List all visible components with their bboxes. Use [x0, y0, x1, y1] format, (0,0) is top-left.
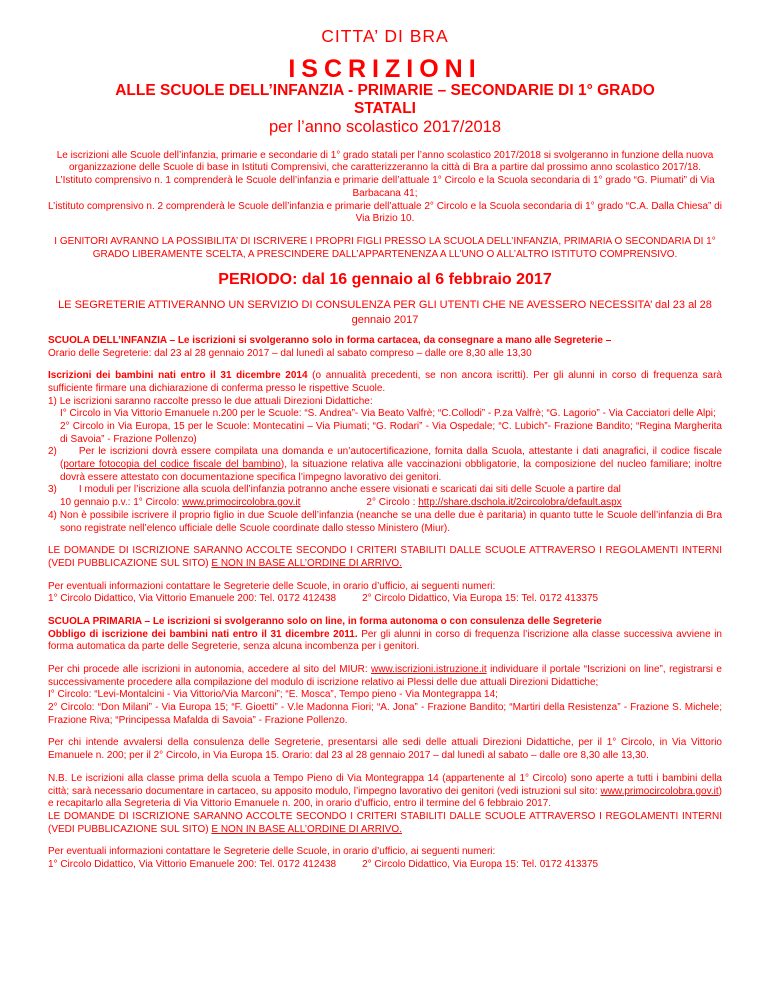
contacts-intro: Per eventuali informazioni contattare le Segreterie delle Scuole, in orario d’ufficio, ai seguenti numeri:: [48, 580, 496, 592]
list-number: 2): [48, 446, 57, 458]
list-item: [48, 446, 722, 484]
list-text: ), la situazione relativa alle vaccinazioni obbligatorie, la composizione del nucleo familiare; inoltre dovrà essere attestato con documentazione specifica l’impegno lavorativo dei genitori.: [60, 459, 722, 483]
nb-text: N.B. Le iscrizioni alla classe prima della scuola a Tempo Pieno di Via Montegrappa 14 (appartenente al 1° Circolo) sono aperte a tutti i bambini della città; sarà necessario documentare in cartaceo, su apposito modulo, l’impegno lavorativo dei genitori (vedi istruzioni sul sito:: [48, 772, 722, 797]
criteria-text: LE DOMANDE DI ISCRIZIONE SARANNO ACCOLTE SECONDO I CRITERI STABILITI DALLE SCUOLE ATTRAVERSO I REGOLAMENTI INTERNI (VEDI PUBBLICAZIONE SUL SITO): [48, 810, 722, 835]
contact-circolo-2: 2° Circolo Didattico, Via Europa 15: Tel. 0172 413375: [362, 593, 599, 605]
primaria-nb: [48, 773, 722, 836]
births-bold: Iscrizioni dei bambini nati entro il 31 dicembre 2014: [48, 370, 308, 382]
criteria-text: LE DOMANDE DI ISCRIZIONE SARANNO ACCOLTE SECONDO I CRITERI STABILITI DALLE SCUOLE ATTRAVERSO I REGOLAMENTI INTERNI (VEDI PUBBLICAZIONE SUL SITO): [48, 545, 722, 569]
parents-notice: I GENITORI AVRANNO LA POSSIBILITA’ DI ISCRIVERE I PROPRI FIGLI PRESSO LA SCUOLA DELL’INFANZIA, PRIMARIA O SECONDARIA DI 1° GRADO LIBERAMENTE SCELTA, A PRESCINDERE DALL’APPARTENENZA A LL’UNO O ALL’ALTRO ISTITUTO COMPRENSIVO.: [54, 235, 716, 260]
intro-paragraph: L’Istituto comprensivo n. 1 comprenderà le Scuole dell’infanzia e primarie dell’attuale 1° Circolo e la Scuola secondaria di 1° grado “G. Piumati” di Via Barbacana 41;: [55, 175, 715, 199]
primaria-contacts: [48, 846, 722, 871]
intro-paragraph: Le iscrizioni alle Scuole dell’infanzia, primarie e secondarie di 1° grado statali per l’anno scolastico 2017/2018 si svolgeranno in funzione della nuova organizzazione delle Scuole di base in Istituti Comprensivi, che caratterizzeranno la città di Bra a partire dal prossimo anno scolastico 2017/18.: [56, 149, 714, 174]
contacts-line: [48, 859, 722, 872]
primaria-circolo-1: I° Circolo: “Levi-Montalcini - Via Vittorio/Via Marconi”; “E. Mosca”, Tempo pieno - Via Montegrappa 14;: [48, 689, 498, 701]
primaria-header: [48, 616, 722, 654]
list-item: [48, 484, 722, 509]
births-paragraph: [48, 370, 722, 395]
intro-paragraph: L’istituto comprensivo n. 2 comprenderà le Scuole dell’infanzia e primarie dell’attuale 2° Circolo e la Scuola secondaria di 1° grado “C.A. Dalla Chiesa” di Via Brizio 10.: [48, 200, 722, 225]
infanzia-hours: Orario delle Segreterie: dal 23 al 28 gennaio 2017 – dal lunedì al sabato compreso – dalle ore 8,30 alle 13,30: [48, 347, 532, 359]
list-text: Non è possibile iscrivere il proprio figlio in due Scuole dell’infanzia (neanche se una delle due è paritaria) in quanto tutte le Scuole dell’infanzia di Bra sono registrate nell’elenco ufficiale delle Scuole coordinate dallo stesso Ministero (Miur).: [59, 509, 722, 534]
primaria-circolo-2: 2° Circolo: “Don Milani” - Via Europa 15; “F. Gioetti” - V.le Madonna Fiori; “A. Jona” - Frazione Bandito; “Martiri della Resistenza” - Frazione S. Michele; Frazione Riva; “Principessa Mafalda di Savoia” - Frazione Pollenzo.: [48, 702, 722, 726]
obbligo-rest: Per gli alunni in corso di frequenza l’iscrizione alla classe successiva avviene in forma automatica da parte delle Segreterie, senza alcuna incombenza per i genitori.: [48, 628, 722, 653]
contacts-intro: Per eventuali informazioni contattare le Segreterie delle Scuole, in orario d’ufficio, ai seguenti numeri:: [48, 846, 496, 858]
primaria-criteria: [48, 811, 722, 836]
contact-circolo-1: 1° Circolo Didattico, Via Vittorio Emanuele 200: Tel. 0172 412438: [48, 593, 337, 605]
list-item: [48, 396, 722, 447]
list-text: 2° Circolo :: [366, 497, 419, 509]
infanzia-criteria: [48, 545, 722, 570]
autonomia-paragraph: [48, 664, 722, 689]
secondocircolo-link[interactable]: http://share.dschola.it/2circolobra/default.aspx: [418, 497, 622, 509]
criteria-underlined: E NON IN BASE ALL’ORDINE DI ARRIVO.: [211, 557, 402, 569]
page-title: ISCRIZIONI: [288, 55, 482, 84]
list-text: Per le iscrizioni dovrà essere compilata una domanda e un’autocertificazione, fornita dalla Scuola, attestante i dati anagrafici, il codice fiscale (: [60, 446, 722, 471]
consulting-notice: LE SEGRETERIE ATTIVERANNO UN SERVIZIO DI CONSULENZA PER GLI UTENTI CHE NE AVESSERO NECESSITA’ dal 23 al 28 gennaio 2017: [58, 299, 712, 326]
primaria-heading: SCUOLA PRIMARIA – Le iscrizioni si svolgeranno solo on line, in forma autonoma o con consulenza delle Segreterie: [48, 615, 602, 627]
autonomia-text: individuare il portale “Iscrizioni on line”, registrarsi e successivamente procedere alla compilazione del modulo di iscrizione relativo ai Plessi delle due attuali Direzioni Didattiche;: [48, 664, 722, 688]
underlined-note: portare fotocopia del codice fiscale del bambino: [63, 459, 281, 471]
list-item: [48, 510, 722, 535]
document-page: [48, 26, 722, 872]
list-text: I moduli per l’iscrizione alla scuola dell’infanzia potranno anche essere visionati e scaricati dai siti delle Scuole a partire dal: [78, 484, 621, 496]
miur-link[interactable]: www.iscrizioni.istruzione.it: [371, 664, 487, 676]
subtitle-line-1: ALLE SCUOLE DELL’INFANZIA - PRIMARIE – SECONDARIE DI 1° GRADO: [115, 82, 655, 100]
nb-paragraph: [48, 773, 722, 811]
intro-block: [48, 150, 722, 226]
births-rest: (o annualità precedenti, se non ancora iscritti). Per gli alunni in corso di frequenza sarà sufficiente firmare una dichiarazione di conferma presso le rispettive Scuole.: [48, 370, 722, 394]
criteria-underlined: E NON IN BASE ALL’ORDINE DI ARRIVO.: [211, 823, 402, 835]
subtitle-line-2: STATALI: [354, 100, 416, 118]
autonomia-text: Per chi procede alle iscrizioni in autonomia, accedere al sito del MIUR:: [48, 664, 372, 676]
infanzia-details: [48, 370, 722, 535]
contact-circolo-2: 2° Circolo Didattico, Via Europa 15: Tel. 0172 413375: [362, 858, 599, 870]
primocircolo-link[interactable]: www.primocircolobra.gov.it: [182, 497, 301, 509]
list-text: 10 gennaio p.v.: 1° Circolo:: [60, 497, 183, 509]
contact-circolo-1: 1° Circolo Didattico, Via Vittorio Emanuele 200: Tel. 0172 412438: [48, 858, 337, 870]
enrollment-period: PERIODO: dal 16 gennaio al 6 febbraio 2017: [218, 271, 552, 289]
primocircolo-link[interactable]: www.primocircolobra.gov.it: [600, 785, 719, 797]
infanzia-list: [48, 396, 722, 536]
infanzia-header: [48, 335, 722, 360]
infanzia-heading: SCUOLA DELL’INFANZIA – Le iscrizioni si svolgeranno solo in forma cartacea, da consegnare a mano alle Segreterie –: [48, 334, 612, 346]
infanzia-contacts: [48, 581, 722, 606]
nb-text: ) e recapitarlo alla Segreteria di Via Vittorio Emanuele n. 200, in orario d’ufficio, entro il termine del 6 febbraio 2017.: [48, 785, 722, 810]
circolo-2-schools: 2° Circolo in Via Europa, 15 per le Scuole: Montecatini – Via Piumati; “G. Rodari” - Via Ospedale; “C. Lubich”- Frazione Bandito; “Regina Margherita di Savoia” - Frazione Pollenzo): [60, 421, 722, 445]
list-number: 4): [48, 509, 57, 521]
list-number: 3): [48, 484, 57, 496]
school-year: per l’anno scolastico 2017/2018: [268, 118, 502, 136]
list-number: 1): [48, 395, 57, 407]
consulenza-paragraph: Per chi intende avvalersi della consulenza delle Segreterie, presentarsi alle sedi delle attuali Direzioni Didattiche, per il 1° Circolo, in Via Vittorio Emanuele n. 200; per il 2° Circolo, in Via Europa 15. Orario: dal 23 al 28 gennaio 2017 – dal lunedì al sabato – dalle ore 8,30 alle 13,30.: [48, 737, 722, 762]
contacts-line: [48, 593, 722, 606]
city-heading: CITTA’ DI BRA: [321, 26, 449, 46]
circolo-1-schools: I° Circolo in Via Vittorio Emanuele n.200 per le Scuole: “S. Andrea”- Via Beato Valfrè; “C.Collodi” - P.za Valfrè; “G. Lagorio” - Via Cacciatori delle Alpi;: [60, 408, 716, 420]
list-text: Le iscrizioni saranno raccolte presso le due attuali Direzioni Didattiche:: [59, 395, 373, 407]
primaria-autonomia: [48, 664, 722, 727]
obbligo-bold: Obbligo di iscrizione dei bambini nati entro il 31 dicembre 2011.: [48, 628, 358, 640]
